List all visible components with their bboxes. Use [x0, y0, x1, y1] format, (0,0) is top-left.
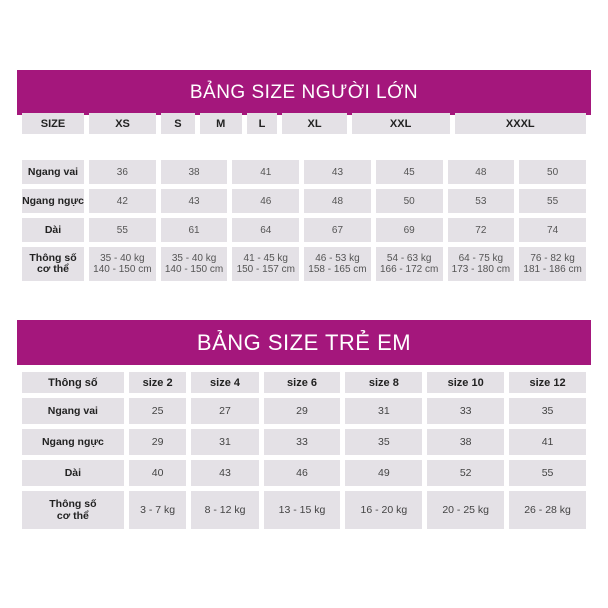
adult-size-xxl: XXL	[352, 113, 450, 134]
table-cell: 35	[509, 398, 586, 424]
kids-size-table	[17, 367, 591, 534]
table-cell: 25	[129, 398, 187, 424]
table-row	[22, 491, 586, 529]
table-cell: 31	[345, 398, 422, 424]
table-cell: 72	[448, 218, 515, 242]
table-cell: 61	[161, 218, 228, 242]
weight-range: 76 - 82 kg	[530, 253, 575, 264]
kids-size-4: size 4	[191, 372, 258, 393]
table-cell: 46	[232, 189, 299, 213]
weight-range: 41 - 45 kg	[243, 253, 288, 264]
row-label-body-spec	[22, 247, 84, 281]
weight-range: 20 - 25 kg	[427, 491, 504, 529]
table-row	[22, 398, 586, 424]
table-cell	[376, 247, 443, 281]
height-range: 140 - 150 cm	[164, 264, 224, 275]
table-cell: 55	[509, 460, 586, 486]
adult-header-label: SIZE	[22, 113, 84, 134]
kids-title-text: BẢNG SIZE TRẺ EM	[196, 329, 412, 355]
weight-range: 46 - 53 kg	[315, 253, 360, 264]
table-cell	[161, 247, 228, 281]
table-cell: 48	[304, 189, 371, 213]
weight-range: 3 - 7 kg	[129, 491, 187, 529]
table-cell: 29	[129, 429, 187, 455]
height-range: 140 - 150 cm	[93, 264, 152, 275]
kids-header-label: Thông số	[22, 372, 124, 393]
height-range: 166 - 172 cm	[379, 264, 439, 275]
height-range: 158 - 165 cm	[308, 264, 367, 275]
table-cell: 49	[345, 460, 422, 486]
table-cell: 52	[427, 460, 504, 486]
row-label-body-spec	[22, 491, 124, 529]
table-row	[22, 460, 586, 486]
table-row	[22, 160, 586, 184]
kids-size-chart-title	[17, 320, 591, 365]
table-cell: 42	[89, 189, 156, 213]
kids-size-10: size 10	[427, 372, 504, 393]
table-cell: 33	[427, 398, 504, 424]
body-spec-line2: cơ thể	[37, 263, 69, 275]
table-cell: 50	[376, 189, 443, 213]
row-label-length: Dài	[22, 460, 124, 486]
table-cell: 40	[129, 460, 187, 486]
row-label-chest: Ngang ngực	[22, 189, 84, 213]
row-label-length: Dài	[22, 218, 84, 242]
row-label-shoulder: Ngang vai	[22, 160, 84, 184]
adult-size-header-row	[17, 108, 591, 139]
table-cell: 67	[304, 218, 371, 242]
body-spec-line1: Thông số	[29, 252, 77, 264]
table-cell: 64	[232, 218, 299, 242]
table-cell	[232, 247, 299, 281]
body-spec-line1: Thông số	[49, 498, 97, 510]
table-cell: 35	[345, 429, 422, 455]
adult-title-text: BẢNG SIZE NGƯỜI LỚN	[189, 81, 419, 103]
weight-range: 8 - 12 kg	[191, 491, 258, 529]
kids-size-2: size 2	[129, 372, 187, 393]
weight-range: 54 - 63 kg	[386, 253, 432, 264]
table-cell: 53	[448, 189, 515, 213]
table-cell: 74	[519, 218, 586, 242]
adult-size-table	[17, 155, 591, 286]
kids-size-6: size 6	[264, 372, 341, 393]
table-cell: 36	[89, 160, 156, 184]
kids-size-8: size 8	[345, 372, 422, 393]
table-cell	[304, 247, 371, 281]
table-cell: 43	[161, 189, 228, 213]
table-row	[22, 218, 586, 242]
table-cell: 50	[519, 160, 586, 184]
adult-size-l: L	[247, 113, 278, 134]
table-cell: 38	[427, 429, 504, 455]
height-range: 173 - 180 cm	[451, 264, 511, 275]
table-cell: 29	[264, 398, 341, 424]
weight-range: 35 - 40 kg	[100, 253, 145, 264]
adult-size-m: M	[200, 113, 242, 134]
body-spec-line2: cơ thể	[56, 510, 89, 522]
row-label-shoulder: Ngang vai	[22, 398, 124, 424]
table-cell: 43	[304, 160, 371, 184]
table-row	[22, 429, 586, 455]
table-cell: 45	[376, 160, 443, 184]
adult-size-xl: XL	[282, 113, 346, 134]
weight-range: 35 - 40 kg	[171, 253, 217, 264]
kids-size-12: size 12	[509, 372, 586, 393]
weight-range: 26 - 28 kg	[509, 491, 586, 529]
adult-size-xxxl: XXXL	[455, 113, 586, 134]
weight-range: 64 - 75 kg	[458, 253, 504, 264]
height-range: 150 - 157 cm	[236, 264, 295, 275]
table-cell: 43	[191, 460, 258, 486]
table-cell: 27	[191, 398, 258, 424]
table-cell	[519, 247, 586, 281]
table-cell: 41	[232, 160, 299, 184]
row-label-chest: Ngang ngực	[22, 429, 124, 455]
table-cell: 38	[161, 160, 228, 184]
table-cell: 31	[191, 429, 258, 455]
table-cell: 48	[448, 160, 515, 184]
table-cell: 55	[519, 189, 586, 213]
table-cell: 46	[264, 460, 341, 486]
weight-range: 16 - 20 kg	[345, 491, 422, 529]
table-cell	[89, 247, 156, 281]
table-row	[22, 247, 586, 281]
adult-size-xs: XS	[89, 113, 156, 134]
weight-range: 13 - 15 kg	[264, 491, 341, 529]
table-cell: 55	[89, 218, 156, 242]
table-cell: 33	[264, 429, 341, 455]
table-row	[22, 189, 586, 213]
height-range: 181 - 186 cm	[523, 264, 582, 275]
table-cell: 69	[376, 218, 443, 242]
table-cell	[448, 247, 515, 281]
table-cell: 41	[509, 429, 586, 455]
adult-size-s: S	[161, 113, 195, 134]
table-header-row	[22, 372, 586, 393]
